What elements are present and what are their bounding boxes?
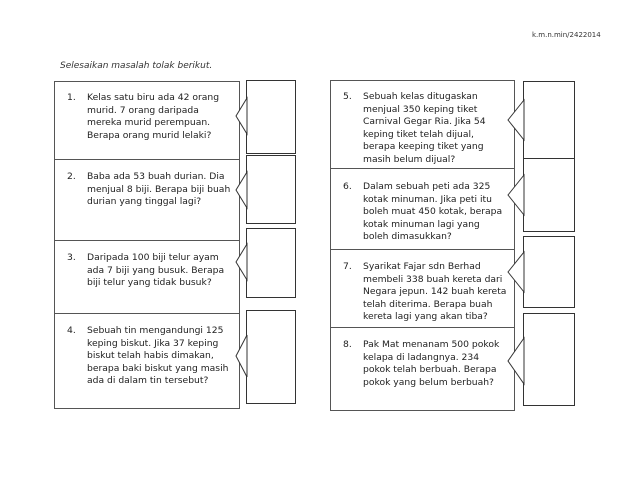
answer-box-2[interactable] bbox=[246, 155, 296, 224]
question-cell-5 bbox=[331, 81, 514, 169]
question-text: Dalam sebuah peti ada 325 kotak minuman. Jika peti itu boleh muat 450 kotak, berapa kotak minuman lagi yang boleh dimasukkan? bbox=[363, 181, 503, 243]
question-text: Daripada 100 biji telur ayam ada 7 biji yang busuk. Berapa biji telur yang tidak busuk? bbox=[87, 252, 225, 289]
question-cell-1 bbox=[55, 82, 239, 160]
question-number: 5. bbox=[343, 91, 352, 102]
question-text: Sebuah tin mengandungi 125 keping biskut. Jika 37 keping biskut telah habis dimakan, berapa baki biskut yang masih ada di dalam tin tersebut? bbox=[87, 325, 229, 387]
answer-box-8[interactable] bbox=[523, 313, 575, 406]
answer-box-1[interactable] bbox=[246, 80, 296, 154]
left-question-column bbox=[54, 81, 240, 409]
question-cell-7 bbox=[331, 250, 514, 328]
question-cell-6 bbox=[331, 169, 514, 250]
question-cell-8 bbox=[331, 328, 514, 410]
question-text: Sebuah kelas ditugaskan menjual 350 keping tiket Carnival Gegar Ria. Jika 54 keping tiket telah dijual, berapa keeping tiket yang masih belum dijual? bbox=[363, 91, 486, 165]
question-number: 3. bbox=[67, 252, 76, 263]
answer-box-7[interactable] bbox=[523, 236, 575, 308]
question-number: 8. bbox=[343, 339, 352, 350]
answer-box-3[interactable] bbox=[246, 228, 296, 298]
author-credit: k.m.n.min/2422014 bbox=[532, 31, 601, 39]
question-number: 2. bbox=[67, 171, 76, 182]
question-text: Pak Mat menanam 500 pokok kelapa di ladangnya. 234 pokok telah berbuah. Berapa pokok yang belum berbuah? bbox=[363, 339, 500, 388]
question-cell-2 bbox=[55, 160, 239, 241]
question-number: 1. bbox=[67, 92, 76, 103]
question-text: Baba ada 53 buah durian. Dia menjual 8 biji. Berapa biji buah durian yang tinggal lagi? bbox=[87, 171, 231, 208]
question-number: 6. bbox=[343, 181, 352, 192]
question-text: Kelas satu biru ada 42 orang murid. 7 orang daripada mereka murid perempuan. Berapa orang murid lelaki? bbox=[87, 92, 220, 141]
question-number: 7. bbox=[343, 261, 352, 272]
question-number: 4. bbox=[67, 325, 76, 336]
answer-box-5[interactable] bbox=[523, 81, 575, 160]
question-text: Syarikat Fajar sdn Berhad membeli 338 buah kereta dari Negara jepun. 142 buah kereta telah diterima. Berapa buah kereta lagi yang akan tiba? bbox=[363, 261, 507, 323]
answer-box-6[interactable] bbox=[523, 158, 575, 232]
right-question-column bbox=[330, 80, 515, 411]
answer-box-4[interactable] bbox=[246, 310, 296, 404]
instruction-text: Selesaikan masalah tolak berikut. bbox=[60, 61, 213, 71]
question-cell-3 bbox=[55, 241, 239, 314]
question-cell-4 bbox=[55, 314, 239, 408]
